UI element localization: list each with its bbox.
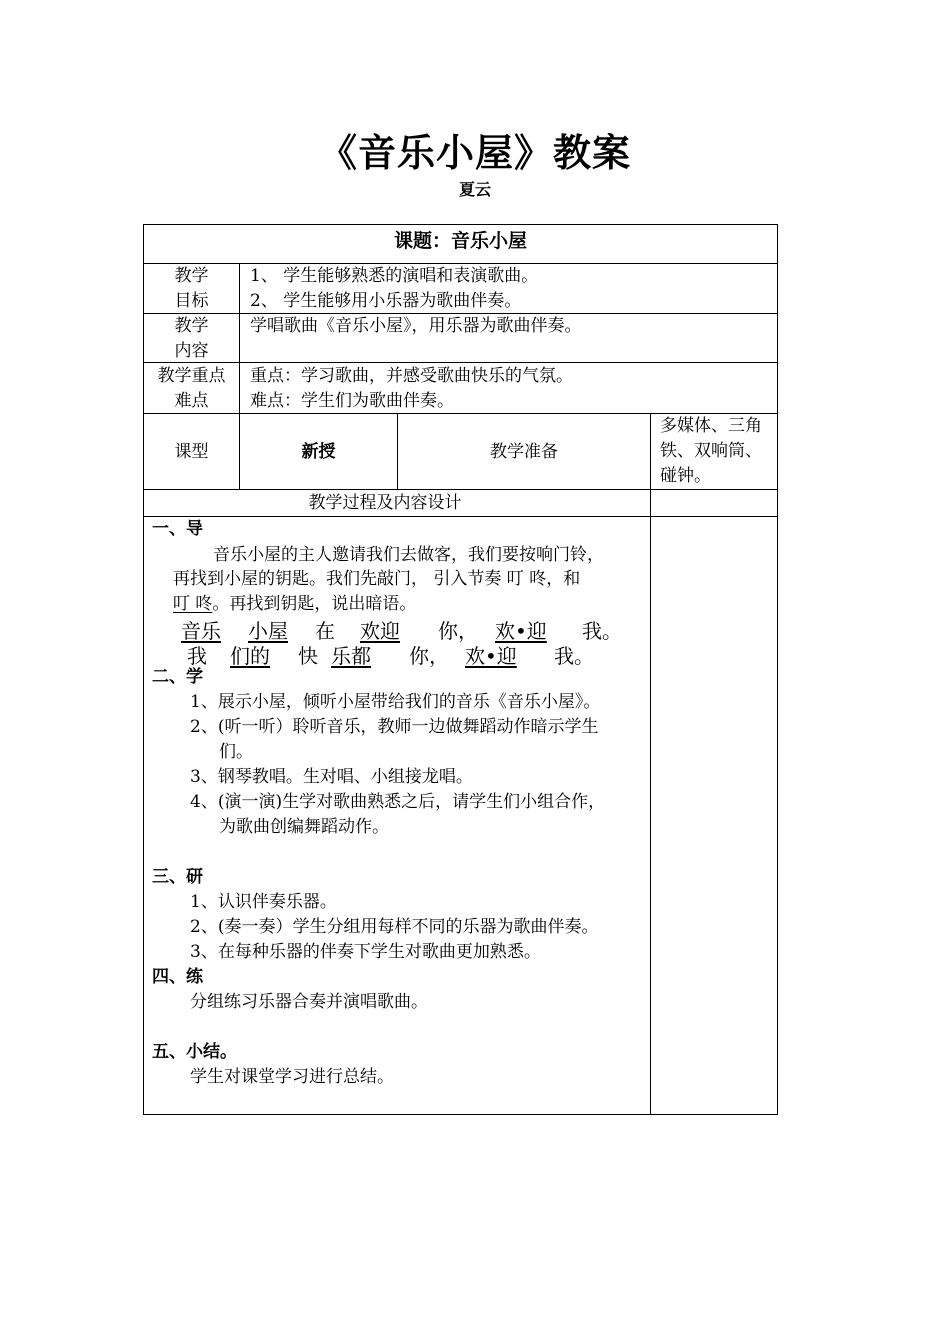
prep-label-cell — [397, 413, 651, 490]
key-line-1: 重点：学习歌曲，并感受歌曲快乐的气氛。 — [250, 366, 573, 386]
rhythm-word: 我 — [187, 644, 207, 668]
content-text: 学唱歌曲《音乐小屋》，用乐器为歌曲伴奏。 — [250, 316, 582, 336]
rhythm-word: 我。 — [582, 619, 622, 643]
content-text-cell — [239, 313, 778, 363]
key-text-cell — [239, 362, 778, 414]
key-label-cell — [143, 362, 240, 414]
rhythm-word: 小屋 — [248, 619, 288, 643]
rhythm-word: 你， — [409, 644, 449, 668]
content-label-2: 内容 — [174, 341, 209, 361]
rhythm-word: 乐都 — [331, 644, 371, 668]
section-2-heading: 二、学 — [152, 667, 203, 687]
section-3-heading: 三、研 — [152, 867, 203, 887]
prep-label: 教学准备 — [490, 442, 558, 462]
section-3-item-1: 1、认识伴奏乐器。 — [190, 892, 337, 912]
type-label: 课型 — [174, 442, 209, 462]
section-4-heading: 四、练 — [152, 967, 203, 987]
section-4-text: 分组练习乐器合奏并演唱歌曲。 — [190, 992, 428, 1012]
topic-row — [143, 224, 778, 264]
section-2-item-1: 1、展示小屋，倾听小屋带给我们的音乐《音乐小屋》。 — [190, 692, 601, 712]
prep-line-3: 碰钟。 — [660, 466, 711, 486]
section-5-heading: 五、小结。 — [152, 1042, 237, 1062]
rhythm-ding-dong: 叮 咚 — [173, 594, 213, 614]
goals-label-cell — [143, 263, 240, 314]
section-1-heading: 一、导 — [152, 519, 203, 539]
type-label-cell — [143, 413, 240, 490]
rhythm-word: 在 — [315, 619, 335, 643]
section-3-item-2: 2、(奏一奏）学生分组用每样不同的乐器为歌曲伴奏。 — [190, 917, 599, 937]
prep-value-cell — [650, 413, 778, 490]
section-2-item-4-cont: 为歌曲创编舞蹈动作。 — [219, 817, 389, 837]
process-side-cell — [650, 516, 778, 1115]
section-2-item-2: 2、(听一听）聆听音乐，教师一边做舞蹈动作暗示学生 — [190, 717, 599, 737]
goals-label-1: 教学 — [174, 266, 209, 286]
prep-line-2: 铁、双响筒、 — [660, 441, 762, 461]
process-header-side-cell — [650, 489, 778, 517]
process-header-cell — [143, 489, 651, 517]
section-1-line-1: 音乐小屋的主人邀请我们去做客，我们要按响门铃， — [213, 545, 604, 565]
author-name: 夏云 — [458, 180, 491, 199]
section-5-text: 学生对课堂学习进行总结。 — [190, 1067, 394, 1087]
section-1-line-2: 再找到小屋的钥匙。我们先敲门， 引入节奏 叮 咚，和 — [173, 569, 581, 589]
topic-title: 课题：音乐小屋 — [393, 230, 527, 252]
rhythm-word: 们的 — [230, 644, 270, 668]
rhythm-word: 音乐 — [181, 619, 221, 643]
key-label-2: 难点 — [174, 391, 209, 411]
content-label-1: 教学 — [174, 316, 209, 336]
process-header: 教学过程及内容设计 — [308, 493, 462, 513]
rhythm-word: 欢迎 — [360, 619, 400, 643]
goals-label-2: 目标 — [174, 291, 209, 311]
section-2-item-3: 3、钢琴教唱。生对唱、小组接龙唱。 — [190, 767, 473, 787]
type-value: 新授 — [301, 442, 336, 462]
rhythm-word: 我。 — [554, 644, 594, 668]
type-value-cell — [239, 413, 398, 490]
key-label-1: 教学重点 — [157, 366, 226, 386]
goal-item-2: 2、 学生能够用小乐器为歌曲伴奏。 — [250, 291, 522, 311]
rhythm-word: 欢•迎 — [465, 644, 517, 668]
section-2-item-4: 4、(演一演)生学对歌曲熟悉之后，请学生们小组合作， — [190, 792, 606, 812]
section-1-line-3 — [173, 592, 416, 617]
key-line-2: 难点：学生们为歌曲伴奏。 — [250, 391, 454, 411]
goals-content-cell — [239, 263, 778, 314]
document-title: 《音乐小屋》教案 — [318, 130, 631, 175]
section-2-item-2-cont: 们。 — [219, 742, 253, 762]
prep-line-1: 多媒体、三角 — [660, 416, 762, 436]
rhythm-word: 你， — [438, 619, 478, 643]
section-3-item-3: 3、在每种乐器的伴奏下学生对歌曲更加熟悉。 — [190, 942, 541, 962]
goal-item-1: 1、 学生能够熟悉的演唱和表演歌曲。 — [250, 266, 539, 286]
rhythm-word: 欢•迎 — [495, 619, 547, 643]
content-label-cell — [143, 313, 240, 363]
rhythm-word: 快 — [298, 644, 318, 668]
section-1-line-3-rest: 。再找到钥匙，说出暗语。 — [212, 594, 417, 614]
